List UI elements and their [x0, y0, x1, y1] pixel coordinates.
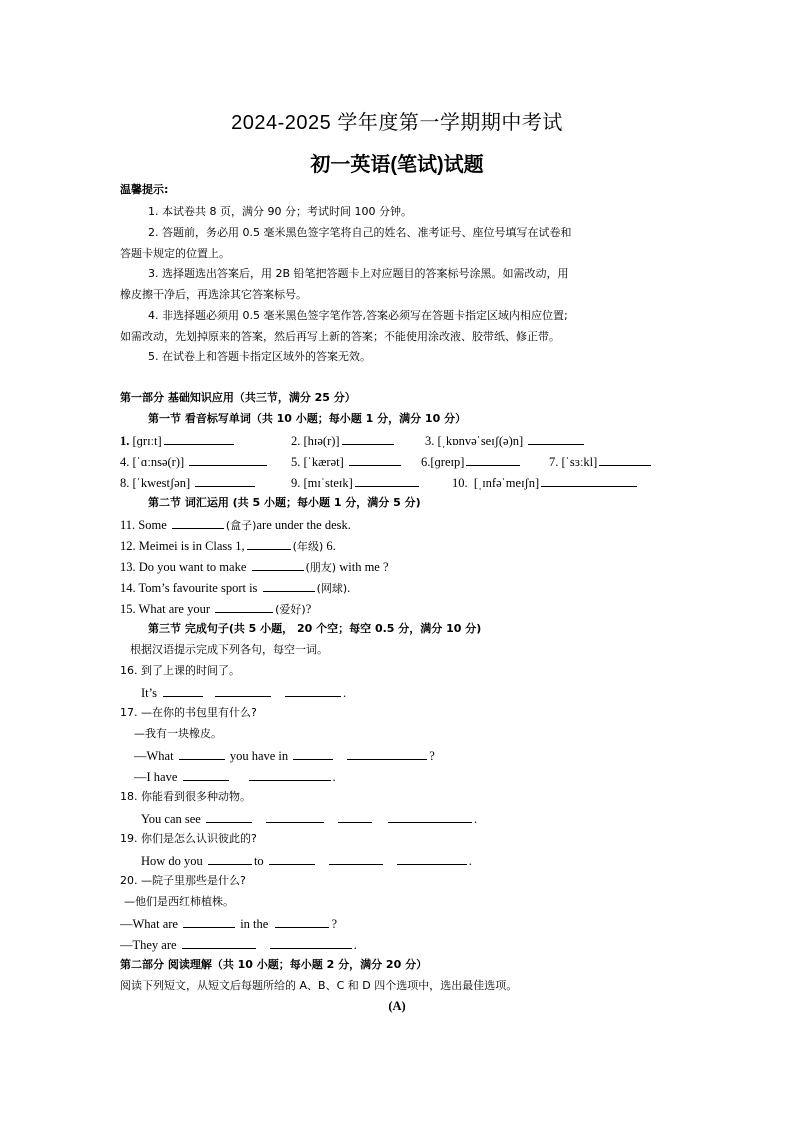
question-text: It’s	[141, 686, 157, 700]
question-text: —What	[134, 749, 177, 763]
question-text: ?	[429, 749, 435, 763]
part2-instruction: 阅读下列短文，从短文后每题所给的 A、B、C 和 D 四个选项中，选出最佳选项。	[120, 979, 518, 992]
tips-heading: 温馨提示:	[120, 183, 169, 196]
answer-blank[interactable]	[269, 852, 315, 865]
phonetic: [ɡrɪːt]	[132, 434, 162, 448]
question-text: with me ?	[336, 560, 389, 574]
tip-5: 5. 在试卷上和答题卡指定区域外的答案无效。	[148, 350, 371, 363]
answer-blank[interactable]	[172, 516, 224, 529]
phonetic-q10	[452, 474, 639, 491]
q-number: 5.	[291, 455, 301, 469]
phonetic: [mɪˈsteɪk]	[303, 476, 353, 490]
question-20-answer1	[120, 915, 337, 932]
q-number: 6.	[421, 455, 431, 469]
q-number: 8.	[120, 476, 130, 490]
phonetic-q6	[421, 453, 522, 470]
question-15	[120, 600, 311, 618]
answer-blank[interactable]	[275, 915, 329, 928]
hint-text: (网球)	[316, 582, 348, 595]
answer-blank[interactable]	[329, 852, 383, 865]
answer-blank[interactable]	[215, 600, 273, 613]
question-text: 14. Tom’s favourite sport is	[120, 581, 261, 595]
tip-2-cont: 答题卡规定的位置上。	[120, 247, 230, 260]
phonetic-q7	[549, 453, 653, 470]
part1-heading: 第一部分 基础知识应用（共三节，满分 25 分）	[120, 391, 356, 404]
question-20: 20. —院子里那些是什么?	[120, 874, 246, 887]
answer-blank[interactable]	[541, 474, 637, 487]
answer-blank[interactable]	[342, 432, 394, 445]
question-text: in the	[237, 917, 272, 931]
hint-text: (朋友)	[305, 561, 337, 574]
question-text: —They are	[120, 938, 180, 952]
tip-3-cont: 橡皮擦干净后，再选涂其它答案标号。	[120, 288, 307, 301]
answer-blank[interactable]	[163, 684, 203, 697]
sec1-heading: 第一节 看音标写单词（共 10 小题；每小题 1 分，满分 10 分）	[148, 412, 467, 425]
question-text: 11. Some	[120, 518, 170, 532]
question-16-answer: It’s .	[141, 686, 347, 700]
phonetic-q3	[425, 432, 586, 449]
answer-blank[interactable]	[183, 768, 229, 781]
phonetic: [ˌkɒnvəˈseɪʃ(ə)n]	[437, 434, 524, 448]
sec3-heading: 第三节 完成句子(共 5 小题， 20 个空；每空 0.5 分，满分 10 分)	[148, 622, 482, 635]
answer-blank[interactable]	[179, 747, 225, 760]
question-19: 19. 你们是怎么认识彼此的?	[120, 832, 257, 845]
answer-blank[interactable]	[252, 558, 304, 571]
answer-blank[interactable]	[349, 453, 401, 466]
answer-blank[interactable]	[164, 432, 234, 445]
phonetic: [ˌɪnfəˈmeɪʃn]	[473, 476, 540, 490]
question-14	[120, 579, 350, 597]
exam-subtitle: 初一英语(笔试)试题	[310, 154, 484, 176]
answer-blank[interactable]	[189, 453, 267, 466]
phonetic-q2	[291, 432, 396, 449]
question-text: are under the desk.	[256, 518, 351, 532]
tip-1: 1. 本试卷共 8 页，满分 90 分；考试时间 100 分钟。	[148, 205, 412, 218]
phonetic: [ˈsɜːkl]	[561, 455, 598, 469]
sec2-heading: 第二节 词汇运用 (共 5 小题；每小题 1 分，满分 5 分)	[148, 496, 421, 509]
answer-blank[interactable]	[270, 936, 352, 949]
question-text: .	[353, 938, 357, 952]
question-text: 13. Do you want to make	[120, 560, 250, 574]
question-20-b: —他们是西红柿植株。	[124, 895, 234, 908]
phonetic-q5	[291, 453, 403, 470]
hint-text: (年级)	[292, 540, 324, 553]
question-11	[120, 516, 351, 534]
phonetic: [hɪə(r)]	[303, 434, 340, 448]
q-number: 1.	[120, 434, 130, 448]
phonetic: [ˈkwestʃən]	[132, 476, 191, 490]
question-text: 15. What are your	[120, 602, 214, 616]
question-text: ?	[331, 917, 338, 931]
question-text: .	[332, 770, 336, 784]
tip-2: 2. 答题前，务必用 0.5 毫米黑色签字笔将自己的姓名、准考证号、座位号填写在试卷和	[148, 226, 572, 239]
q-number: 9.	[291, 476, 301, 490]
tip-4: 4. 非选择题必须用 0.5 毫米黑色签字笔作答,答案必须写在答题卡指定区域内相应位置;	[148, 309, 568, 322]
question-text: .	[468, 854, 472, 868]
question-text: ?	[305, 602, 312, 616]
answer-blank[interactable]	[355, 474, 419, 487]
question-17-b: —我有一块橡皮。	[134, 727, 222, 740]
question-text: How do you	[141, 854, 206, 868]
answer-blank[interactable]	[208, 852, 252, 865]
q-number: 2.	[291, 434, 301, 448]
answer-blank[interactable]	[206, 810, 252, 823]
phonetic: [ˈkærət]	[303, 455, 344, 469]
question-19-answer	[141, 852, 472, 869]
phonetic-q8	[120, 474, 257, 491]
q-number: 4.	[120, 455, 130, 469]
question-text: You can see	[141, 812, 204, 826]
tip-3: 3. 选择题选出答案后，用 2B 铅笔把答题卡上对应题目的答案标号涂黑。如需改动，用	[148, 267, 569, 280]
question-17: 17. —在你的书包里有什么?	[120, 706, 257, 719]
answer-blank[interactable]	[182, 936, 256, 949]
phonetic: [ˈɑːnsə(r)]	[132, 455, 185, 469]
answer-blank[interactable]	[183, 915, 235, 928]
answer-blank[interactable]	[388, 810, 472, 823]
answer-blank[interactable]	[247, 537, 291, 550]
tip-4-cont: 如需改动，先划掉原来的答案，然后再写上新的答案；不能使用涂改液、胶带纸、修正带。	[120, 330, 560, 343]
answer-blank[interactable]	[293, 747, 333, 760]
answer-blank[interactable]	[599, 453, 651, 466]
answer-blank[interactable]	[338, 810, 372, 823]
hint-text: (盒子)	[225, 519, 257, 532]
question-13	[120, 558, 389, 576]
hint-text: (爱好)	[275, 603, 306, 616]
answer-blank[interactable]	[215, 684, 271, 697]
answer-blank[interactable]	[285, 684, 341, 697]
question-text: .	[473, 812, 478, 826]
question-18: 18. 你能看到很多种动物。	[120, 790, 251, 803]
question-text: you have in	[226, 749, 292, 763]
question-12	[120, 537, 336, 555]
question-18-answer	[141, 810, 477, 827]
question-20-answer2	[120, 936, 357, 953]
phonetic-q1	[120, 432, 236, 449]
question-text: —What are	[120, 917, 182, 931]
question-17-answer2	[134, 768, 336, 785]
answer-blank[interactable]	[528, 432, 584, 445]
question-text: —I have	[134, 770, 181, 784]
answer-blank[interactable]	[466, 453, 520, 466]
question-text: to	[253, 854, 267, 868]
phonetic-q4	[120, 453, 269, 470]
question-17-answer1	[134, 747, 435, 764]
answer-blank[interactable]	[195, 474, 255, 487]
answer-blank[interactable]	[249, 768, 331, 781]
sec3-instruction: 根据汉语提示完成下列各句，每空一词。	[130, 643, 328, 656]
question-text: .	[347, 581, 351, 595]
answer-blank[interactable]	[263, 579, 315, 592]
question-text: 6.	[323, 539, 336, 553]
answer-blank[interactable]	[266, 810, 324, 823]
q-number: 10.	[452, 476, 468, 490]
answer-blank[interactable]	[347, 747, 427, 760]
question-16: 16. 到了上课的时间了。	[120, 664, 240, 677]
q-number: 3.	[425, 434, 435, 448]
phonetic: [ɡreɪp]	[430, 455, 465, 469]
exam-title: 2024-2025 学年度第一学期期中考试	[231, 112, 563, 134]
part2-heading: 第二部分 阅读理解（共 10 小题；每小题 2 分，满分 20 分）	[120, 958, 428, 971]
passage-a-label: (A)	[388, 999, 406, 1013]
question-text: 12. Meimei is in Class 1,	[120, 539, 245, 553]
phonetic-q9	[291, 474, 421, 491]
q-number: 7.	[549, 455, 559, 469]
answer-blank[interactable]	[397, 852, 467, 865]
